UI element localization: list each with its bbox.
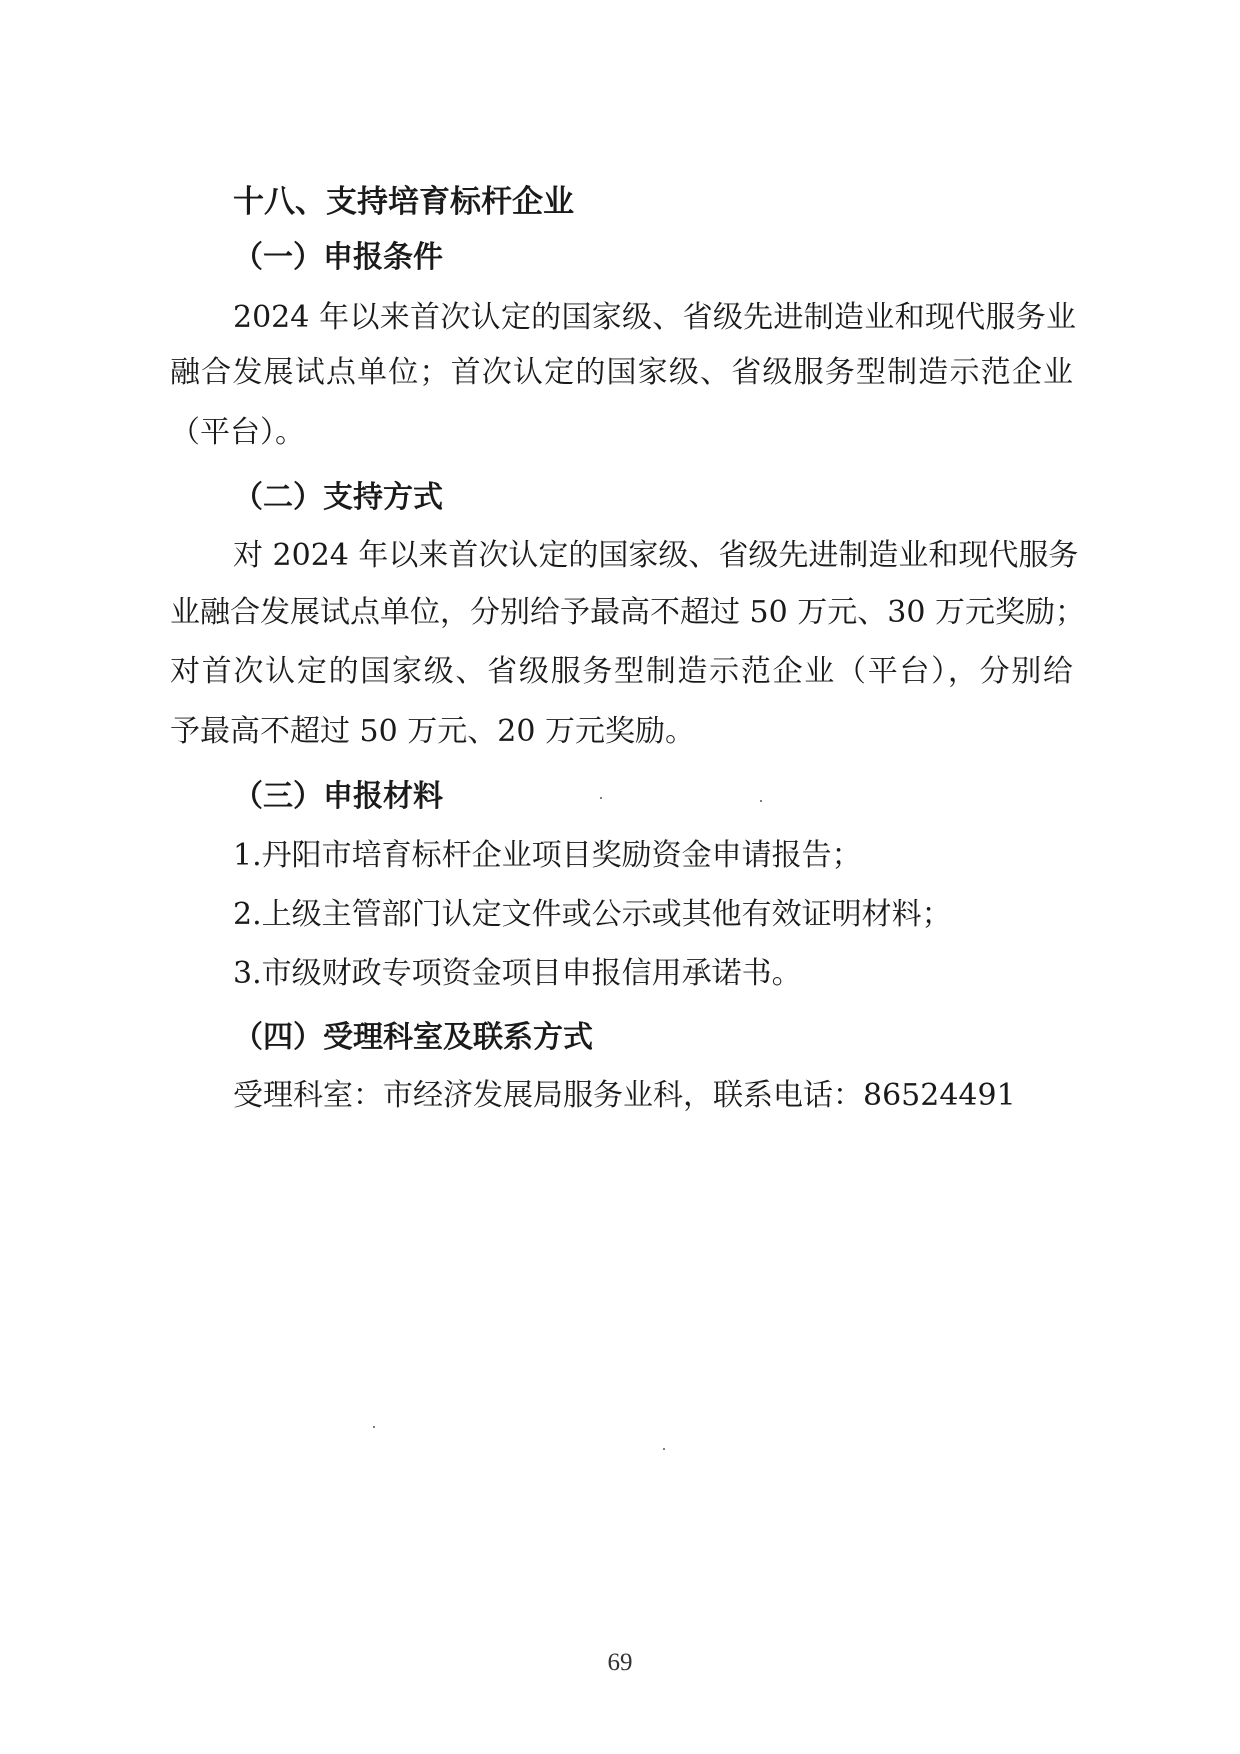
paragraph-line: 予最高不超过 50 万元、20 万元奖励。 bbox=[170, 714, 695, 749]
paragraph-line: 融合发展试点单位；首次认定的国家级、省级服务型制造示范企业 bbox=[170, 355, 1073, 390]
paragraph-line: 业融合发展试点单位，分别给予最高不超过 50 万元、30 万元奖励； bbox=[170, 595, 1085, 630]
section-title: 十八、支持培育标杆企业 bbox=[233, 184, 574, 220]
subsection-heading-materials: （三）申报材料 bbox=[233, 779, 443, 814]
list-item: 2.上级主管部门认定文件或公示或其他有效证明材料； bbox=[233, 897, 952, 932]
scan-speck bbox=[600, 797, 602, 799]
scan-speck bbox=[760, 800, 762, 802]
paragraph-line: 2024 年以来首次认定的国家级、省级先进制造业和现代服务业 bbox=[233, 300, 1076, 335]
paragraph-line: 对首次认定的国家级、省级服务型制造示范企业（平台），分别给 bbox=[170, 654, 1073, 689]
paragraph-line: 对 2024 年以来首次认定的国家级、省级先进制造业和现代服务 bbox=[233, 538, 1079, 573]
page-number: 69 bbox=[607, 1649, 633, 1676]
scan-speck bbox=[373, 1426, 375, 1428]
paragraph-line: （平台）。 bbox=[170, 415, 305, 450]
list-item: 1.丹阳市培育标杆企业项目奖励资金申请报告； bbox=[233, 838, 862, 873]
subsection-heading-contact: （四）受理科室及联系方式 bbox=[233, 1020, 593, 1055]
scan-speck bbox=[663, 1448, 665, 1450]
subsection-heading-conditions: （一）申报条件 bbox=[233, 240, 443, 275]
contact-line: 受理科室：市经济发展局服务业科，联系电话：86524491 bbox=[233, 1078, 1016, 1113]
list-item: 3.市级财政专项资金项目申报信用承诺书。 bbox=[233, 956, 802, 991]
subsection-heading-support: （二）支持方式 bbox=[233, 480, 443, 515]
